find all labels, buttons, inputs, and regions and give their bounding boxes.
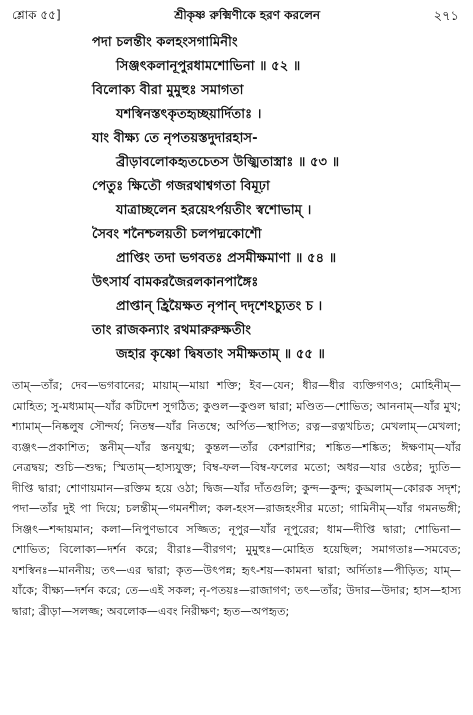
verse-line: প্রাপ্তান্ হ্রিয়ৈক্ষত নৃপান্ দদৃশেঽচ্যুতং চ । — [116, 299, 323, 314]
verse-line: ব্রীড়াবলোকহৃতচেতস উজ্ঝিতাস্ত্রাঃ ॥ ৫৩ ॥ — [116, 155, 340, 170]
verse-line: সৈবং শনৈশ্চলয়তী চলপদ্মকোশৌ — [92, 227, 262, 242]
verse-line: যশস্বিনস্তৎকৃতহৃচ্ছয়ার্দিতাঃ । — [116, 107, 262, 122]
page-number: ২৭১ — [433, 8, 459, 24]
running-header — [12, 6, 459, 28]
chapter-verse-marker: শ্লোক ৫৫] — [12, 8, 61, 22]
verse-line: যাং বীক্ষ্য তে নৃপতয়স্তদুদারহাস- — [92, 131, 258, 146]
verse-line: পদা চলন্তীং কলহংসগামিনীং — [92, 35, 238, 50]
verse-line: উৎসার্য বামকরজৈরলকানপাঙ্গৈঃ — [92, 275, 259, 290]
verse-line: সিঞ্জৎকলানূপুরধামশোভিনা ॥ ৫২ ॥ — [116, 59, 301, 74]
verse-line: প্রাপ্তিং তদা ভগবতঃ প্রসমীক্ষমাণা ॥ ৫৪ ॥ — [116, 251, 337, 266]
verse-line: জহার কৃষ্ণো দ্বিষতাং সমীক্ষতাম্ ॥ ৫৫ ॥ — [116, 347, 326, 362]
verse-line: পেতুঃ ক্ষিতৌ গজরথাশ্বগতা বিমূঢ়া — [92, 179, 270, 194]
running-title: শ্রীকৃষ্ণ রুক্মিণীকে হরণ করলেন — [174, 8, 321, 22]
synonyms-paragraph: তাম্—তাঁর; দেব—ভগবানের; মায়াম্—মায়া শক্তি; ইব—যেন; ধীর—ধীর ব্যক্তিগণও; মোহিনীম্—মোহিত; সু-মধ্যমাম্—যাঁর কটিদেশ সুগঠিত; কুণ্ডল—কুণ্ডল দ্বারা; মণ্ডিত—শোভিত; আননাম্—যাঁর মুখ; শ্যামাম্—নিষ্কলুষ সৌন্দর্য; নিতম্ব—যাঁর নিতম্বে; অর্পিত—স্থাপিত; রত্ন—রত্নখচিত; মেখলাম্—মেখলা; ব্যঞ্জৎ—প্রকাশিত; স্তনীম্—যাঁর স্তনযুগ্ম; কুন্তল—তাঁর কেশরাশির; শঙ্কিত—শঙ্কিত; ঈক্ষণাম্—যাঁর নেত্রদ্বয়; শুচি—শুদ্ধ; স্মিতাম্—হাস্যযুক্ত; বিম্ব-ফল—বিম্ব-ফলের মতো; অধর—যার ওষ্ঠের; দ্যুতি—দীপ্তি দ্বারা; শোণায়মান—রক্তিম হয়ে ওঠা; দ্বিজ—যাঁর দাঁতগুলি; কুন্দ—কুন্দ; কুড্মলাম্—কোরক সদৃশ; পদা—তাঁর দুই পা দিয়ে; চলন্তীম্—গমনশীল; কল-হংস—রাজহংসীর মতো; গামিনীম্—যাঁর গমনভঙ্গী; সিঞ্জৎ—শব্দায়মান; কলা—নিপুণভাবে সজ্জিত; নূপুর—যাঁর নূপুরের; ধাম—দীপ্তি দ্বারা; শোভিনা—শোভিত; বিলোক্য—দর্শন করে; বীরাঃ—বীরগণ; মুমুহুঃ—মোহিত হয়েছিল; সমাগতাঃ—সমবেত; যশস্বিনঃ—মাননীয়; তৎ—এর দ্বারা; কৃত—উৎপন্ন; হৃৎ-শয়—কামনা দ্বারা; অর্দিতাঃ—পীড়িত; যাম্—যাঁকে; বীক্ষ্য—দর্শন করে; তে—এই সকল; নৃ-পতয়ঃ—রাজাগণ; তৎ—তাঁর; উদার—উদার; হাস—হাস্য দ্বারা; ব্রীড়া—সলজ্জ; অবলোক—এবং নিরীক্ষণ; হৃত—অপহৃত; — [12, 379, 461, 618]
verse-line: তাং রাজকন্যাং রথমারুরুক্ষতীং — [92, 323, 252, 338]
word-for-word-synonyms — [12, 376, 461, 709]
verse-line: যাত্রাচ্ছলেন হরয়েঽর্পয়তীং স্বশোভাম্ । — [116, 203, 312, 218]
verse-line: বিলোক্য বীরা মুমুহুঃ সমাগতা — [92, 83, 244, 98]
sanskrit-verses — [0, 34, 473, 372]
